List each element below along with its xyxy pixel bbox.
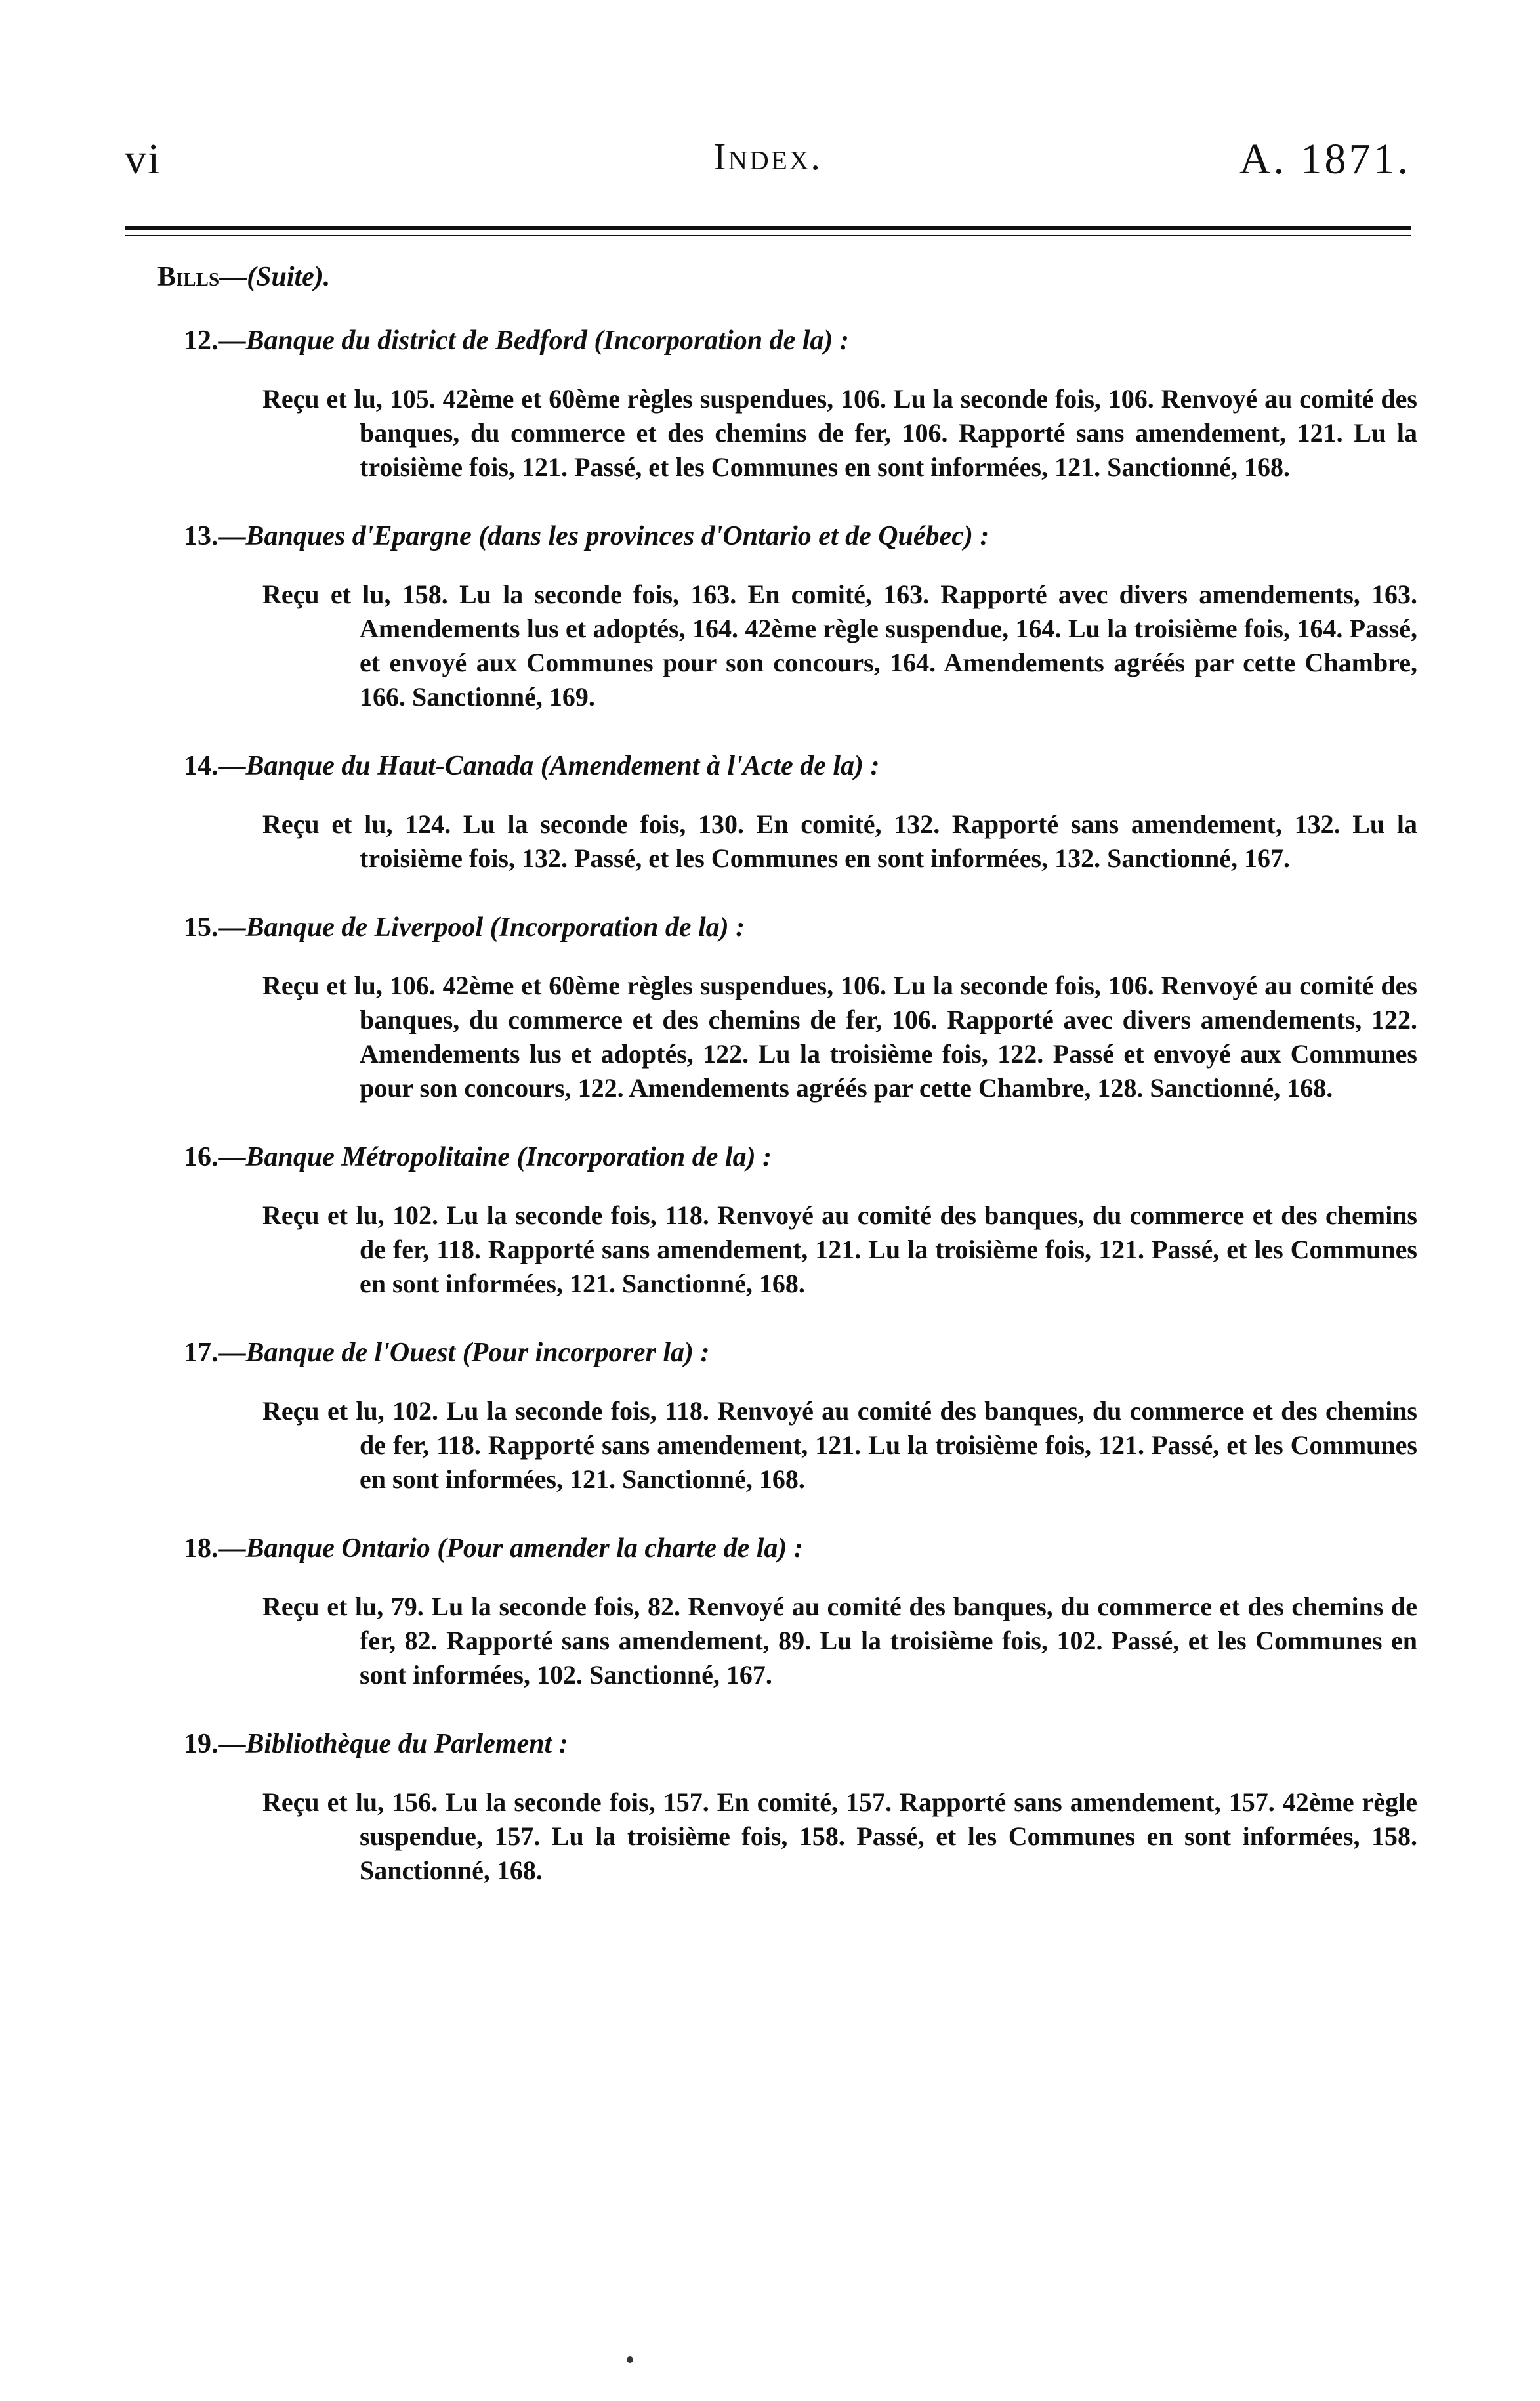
entry-name: Banques d'Epargne (dans les provinces d'Ontario et de Québec) : (245, 521, 989, 551)
entry-number: 18.— (184, 1533, 246, 1563)
index-entry (184, 517, 1417, 714)
section-label: Bills (157, 262, 220, 292)
index-entry (184, 1529, 1417, 1692)
entry-name: Banque de l'Ouest (Pour incorporer la) : (245, 1338, 710, 1368)
entry-name: Banque Métropolitaine (Incorporation de la) : (245, 1142, 772, 1172)
index-entry (184, 1138, 1417, 1301)
entry-title (184, 1529, 1417, 1567)
section-suffix: —(Suite). (219, 262, 331, 292)
index-entries (184, 322, 1417, 1921)
entry-title (184, 908, 1417, 946)
entry-number: 15.— (184, 912, 246, 943)
entry-number: 13.— (184, 521, 246, 551)
entry-number: 17.— (184, 1338, 246, 1368)
index-entry (184, 747, 1417, 876)
entry-name: Bibliothèque du Parlement : (245, 1729, 568, 1759)
entry-name: Banque de Liverpool (Incorporation de la) : (245, 912, 745, 943)
entry-name: Banque Ontario (Pour amender la charte de la) : (245, 1533, 803, 1563)
entry-title (184, 1138, 1417, 1176)
entry-body: Reçu et lu, 156. Lu la seconde fois, 157. En comité, 157. Rapporté sans amendement, 157. 42ème règle suspendue, 157. Lu la troisième fois, 158. Passé, et les Communes en sont informées, 158. Sanctionné, 168. (262, 1787, 1417, 1885)
entry-name: Banque du district de Bedford (Incorporation de la) : (245, 326, 849, 356)
entry-title (184, 322, 1417, 360)
header-rule-thin (125, 235, 1411, 236)
entry-body: Reçu et lu, 158. Lu la seconde fois, 163. En comité, 163. Rapporté avec divers amendements, 163. Amendements lus et adoptés, 164. 42ème règle suspendue, 164. Lu la troisième fois, 164. Passé, et envoyé aux Communes pour son concours, 164. Amendements agréés par cette Chambre, 166. Sanctionné, 169. (262, 580, 1417, 712)
running-head (125, 135, 1411, 194)
entry-number: 14.— (184, 751, 246, 781)
index-entry (184, 1725, 1417, 1888)
entry-body: Reçu et lu, 102. Lu la seconde fois, 118. Renvoyé au comité des banques, du commerce et des chemins de fer, 118. Rapporté sans amendement, 121. Lu la troisième fois, 121. Passé, et les Communes en sont informées, 121. Sanctionné, 168. (262, 1396, 1417, 1494)
index-entry (184, 1334, 1417, 1497)
entry-body: Reçu et lu, 124. Lu la seconde fois, 130. En comité, 132. Rapporté sans amendement, 132. Lu la troisième fois, 132. Passé, et les Communes en sont informées, 132. Sanctionné, 167. (262, 809, 1417, 873)
entry-body: Reçu et lu, 106. 42ème et 60ème règles suspendues, 106. Lu la seconde fois, 106. Renvoyé au comité des banques, du commerce et des chemins de fer, 106. Rapporté avec divers amendements, 122. Amendements lus et adoptés, 122. Lu la troisième fois, 122. Passé et envoyé aux Communes pour son concours, 122. Amendements agréés par cette Chambre, 128. Sanctionné, 168. (262, 971, 1417, 1103)
entry-body: Reçu et lu, 102. Lu la seconde fois, 118. Renvoyé au comité des banques, du commerce et des chemins de fer, 118. Rapporté sans amendement, 121. Lu la troisième fois, 121. Passé, et les Communes en sont informées, 121. Sanctionné, 168. (262, 1200, 1417, 1298)
entry-title (184, 1334, 1417, 1372)
page-title: Index. (713, 135, 822, 178)
print-mark (627, 2356, 633, 2363)
page-year: A. 1871. (1239, 135, 1411, 183)
entry-number: 12.— (184, 326, 246, 356)
entry-title (184, 1725, 1417, 1763)
entry-number: 19.— (184, 1729, 246, 1759)
entry-title (184, 747, 1417, 785)
index-entry (184, 908, 1417, 1105)
section-heading (157, 261, 330, 293)
entry-title (184, 517, 1417, 555)
page-number: vi (125, 135, 161, 183)
entry-body: Reçu et lu, 105. 42ème et 60ème règles suspendues, 106. Lu la seconde fois, 106. Renvoyé au comité des banques, du commerce et des chemins de fer, 106. Rapporté sans amendement, 121. Lu la troisième fois, 121. Passé, et les Communes en sont informées, 121. Sanctionné, 168. (262, 384, 1417, 482)
entry-body: Reçu et lu, 79. Lu la seconde fois, 82. Renvoyé au comité des banques, du commerce et des chemins de fer, 82. Rapporté sans amendement, 89. Lu la troisième fois, 102. Passé, et les Communes en sont informées, 102. Sanctionné, 167. (262, 1592, 1417, 1689)
header-rule-thick (125, 226, 1411, 230)
index-entry (184, 322, 1417, 484)
entry-number: 16.— (184, 1142, 246, 1172)
entry-name: Banque du Haut-Canada (Amendement à l'Acte de la) : (245, 751, 880, 781)
